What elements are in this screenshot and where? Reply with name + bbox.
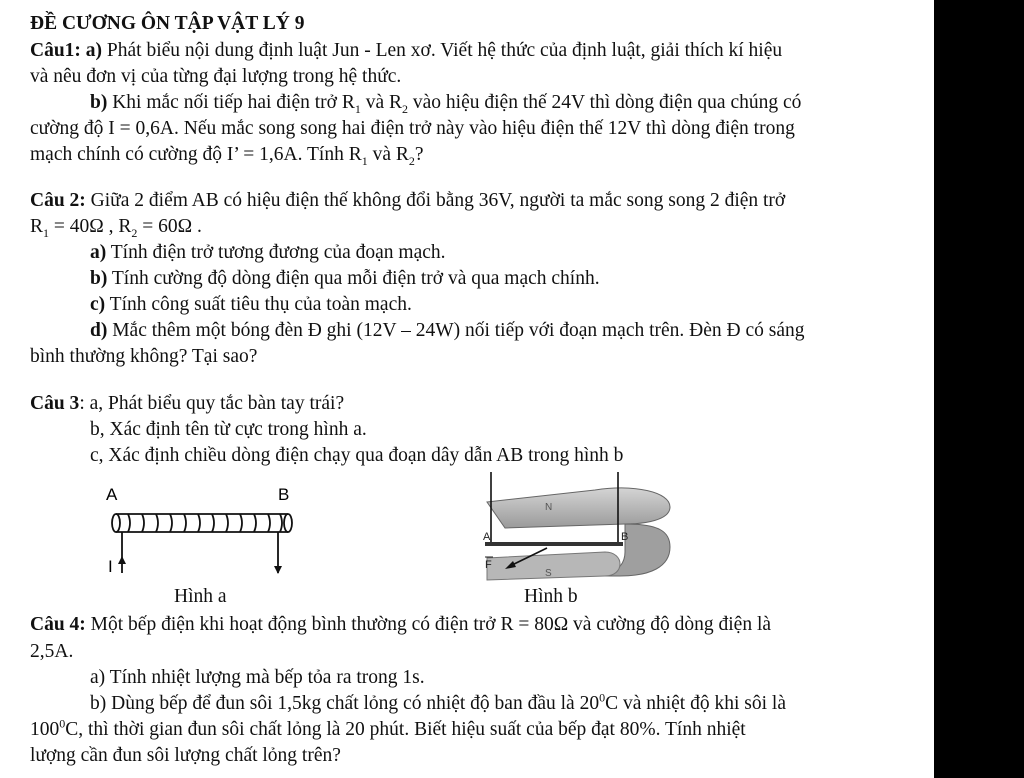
q1b-text-part1: Khi mắc nối tiếp hai điện trở R — [107, 92, 355, 113]
q1b-label: b) — [90, 92, 108, 113]
right-dark-edge — [934, 0, 1024, 778]
degree-superscript: 0 — [599, 690, 606, 705]
q4-text: Một bếp điện khi hoạt động bình thường có điện trở R = 80Ω và cường độ dòng điện là — [85, 614, 772, 635]
question-1-line-3 — [90, 91, 801, 115]
magnet-bottom-pole — [487, 552, 620, 580]
q3-text: : a, Phát biểu quy tắc bàn tay trái? — [79, 393, 345, 414]
question-1-line-4: cường độ I = 0,6A. Nếu mắc song song hai điện trở này vào hiệu điện thế 12V thì dòng điện trong — [30, 118, 795, 139]
q2c-text: Tính công suất tiêu thụ của toàn mạch. — [105, 294, 412, 315]
question-3-label: Câu 3 — [30, 393, 80, 414]
q1b-text-part2: và R — [360, 92, 403, 113]
q2a — [90, 241, 446, 265]
question-4-line-2: 2,5A. — [30, 641, 74, 662]
q1a-text: Phát biểu nội dung định luật Jun - Len xơ. Viết hệ thức của định luật, giải thích kí hiệu — [102, 40, 783, 61]
q2d-line-2: bình thường không? Tại sao? — [30, 346, 258, 367]
q2c — [90, 293, 412, 317]
magnet-top-pole — [487, 488, 670, 528]
q2d — [90, 319, 805, 343]
question-3-line-2: b, Xác định tên từ cực trong hình a. — [90, 419, 367, 440]
q2a-label: a) — [90, 242, 107, 263]
question-1-label: Câu1: — [30, 40, 81, 61]
question-4-line-1 — [30, 613, 771, 637]
question-3-line-1 — [30, 392, 344, 416]
subscript: 2 — [408, 153, 415, 168]
current-arrow-up-icon — [118, 556, 126, 564]
q4b-text-part2: C và nhiệt độ khi sôi là — [605, 693, 786, 714]
subscript: 2 — [131, 225, 138, 240]
question-2-line-2 — [30, 215, 202, 239]
q2b-text: Tính cường độ dòng điện qua mỗi điện trở và qua mạch chính. — [107, 268, 600, 289]
q4b-temp: 100 — [30, 719, 60, 740]
q2c-label: c) — [90, 294, 106, 315]
q4b-text-part3: C, thì thời gian đun sôi chất lỏng là 20 phút. Biết hiệu suất của bếp đạt 80%. Tính nhiệt — [65, 719, 746, 740]
figure-a-label-a: A — [106, 485, 118, 504]
q2d-label: d) — [90, 320, 108, 341]
subscript: 1 — [354, 101, 361, 116]
question-2-label: Câu 2: — [30, 190, 86, 211]
q2-text: Giữa 2 điểm AB có hiệu điện thế không đổi bằng 36V, người ta mắc song song 2 điện trở — [85, 190, 786, 211]
question-1-line-5 — [30, 143, 424, 167]
figure-b-label-b: B — [621, 531, 629, 543]
question-2-line-1 — [30, 189, 785, 213]
magnet-label-s: S — [545, 568, 552, 579]
q4b-line-3: lượng cần đun sôi lượng chất lỏng trên? — [30, 745, 341, 766]
q1a-label: a) — [85, 40, 103, 61]
q1b-text-part3: vào hiệu điện thế 24V thì dòng điện qua chúng có — [408, 92, 802, 113]
figure-b-label-a: A — [483, 531, 491, 543]
q2b — [90, 267, 600, 291]
q2a-text: Tính điện trở tương đương của đoạn mạch. — [106, 242, 446, 263]
figure-a-solenoid — [100, 478, 310, 590]
magnet-label-n: N — [545, 502, 553, 513]
q1b-text-part5: và R — [367, 144, 409, 165]
figure-b-label-f: F — [485, 559, 492, 571]
q4b-text-part1: b) Dùng bếp để đun sôi 1,5kg chất lỏng có nhiệt độ ban đầu là 20 — [90, 693, 600, 714]
q2-values: = 40Ω , R — [49, 216, 132, 237]
q2-values-end: = 60Ω . — [137, 216, 202, 237]
figure-b-magnet — [475, 472, 675, 584]
document-title: ĐỀ CƯƠNG ÔN TẬP VẬT LÝ 9 — [30, 13, 305, 34]
q1b-text-part6: ? — [414, 144, 424, 165]
question-1-line-2: và nêu đơn vị của từng đại lượng trong hệ thức. — [30, 66, 402, 87]
question-1-line-1 — [30, 39, 782, 63]
current-arrow-down-icon — [274, 566, 282, 574]
q1b-text-part4: mạch chính có cường độ I’ = 1,6A. Tính R — [30, 144, 362, 165]
solenoid-coil — [112, 514, 292, 573]
q4b-line-2 — [30, 718, 746, 742]
figure-a-caption: Hình a — [174, 586, 227, 607]
q2-r1: R — [30, 216, 44, 237]
question-4-label: Câu 4: — [30, 614, 86, 635]
figure-a-label-b: B — [278, 485, 290, 504]
degree-superscript: 0 — [59, 716, 66, 731]
subscript: 1 — [361, 153, 368, 168]
q4b — [90, 692, 786, 716]
q2b-label: b) — [90, 268, 108, 289]
figure-a-label-i: I — [108, 557, 113, 576]
conductor-ab — [485, 542, 623, 546]
subscript: 2 — [402, 101, 409, 116]
q2d-text: Mắc thêm một bóng đèn Đ ghi (12V – 24W) nối tiếp với đoạn mạch trên. Đèn Đ có sáng — [107, 320, 805, 341]
figure-b-caption: Hình b — [524, 586, 578, 607]
question-3-line-3: c, Xác định chiều dòng điện chạy qua đoạn dây dẫn AB trong hình b — [90, 445, 624, 466]
q4a: a) Tính nhiệt lượng mà bếp tỏa ra trong 1s. — [90, 667, 425, 688]
subscript: 1 — [43, 225, 50, 240]
